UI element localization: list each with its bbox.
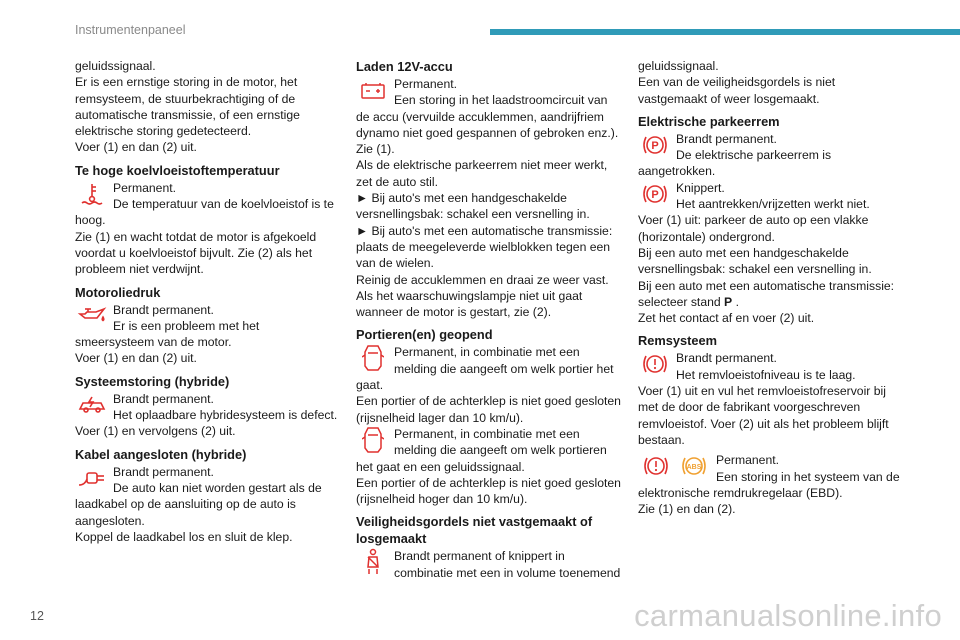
- hybrid-fault-icon: [75, 391, 109, 419]
- brake-icon-pair: [642, 452, 708, 480]
- abs-icon: [680, 452, 708, 480]
- intro-text: geluidssignaal. Er is een ernstige storing in de motor, het remsysteem, de stuurbekrachtiging of de automatische transmissie, of een ernstige elektrische storing gedetecteerd. Voer (1) en dan (2) uit.: [75, 59, 300, 155]
- battery-block: Permanent. Een storing in het laadstroomcircuit van de accu (vervuilde accuklemmen, aandrijfriem dynamo niet goed gespannen of gebroken enz.). Zie (1). Als de elektrische parkeerrem niet meer werkt, zet de auto stil. ► Bij auto's met een handgeschakelde versnellingsbak: schakel een versnelling in. ► Bij auto's met een automatische transmissie: plaats de meegeleverde wielblokken tegen een van de wielen. Reinig de accuklemmen en draai ze weer vast. Als het waarschuwingslampje niet uit gaat wanneer de motor is gestart, zie (2).: [356, 77, 619, 320]
- section-title-brakes: Remsysteem: [638, 333, 717, 349]
- doors-block-1: Permanent, in combinatie met een melding die aangeeft om welk portier het gaat. Een portier of de achterklep is niet goed gesloten (rijsnelheid lager dan 10 km/u).: [356, 345, 621, 425]
- cable-block: Brandt permanent. De auto kan niet worden gestart als de laadkabel op de aansluiting op de auto is aangesloten. Koppel de laadkabel los en sluit de klep.: [75, 464, 322, 544]
- watermark: carmanualsonline.info: [634, 598, 942, 633]
- brake-system-icon: [638, 350, 672, 378]
- charging-cable-icon: [75, 464, 109, 492]
- section-title-cable: Kabel aangesloten (hybride): [75, 446, 247, 462]
- seatbelt-continued: geluidssignaal. Een van de veiligheidsgordels is niet vastgemaakt of weer losgemaakt.: [638, 59, 836, 106]
- coolant-temperature-icon: [75, 180, 109, 208]
- section-title-hybrid: Systeemstoring (hybride): [75, 373, 230, 389]
- battery-icon: [356, 76, 390, 104]
- seatbelt-block: Brandt permanent of knippert in combinatie met een in volume toenemend: [356, 548, 624, 581]
- running-header: Instrumentenpaneel: [75, 23, 186, 37]
- section-title-doors: Portieren(en) geopend: [356, 327, 493, 343]
- svg-text:P: P: [651, 188, 659, 201]
- section-title-seatbelt: Veiligheidsgordels niet vastgemaakt of losgemaakt: [356, 514, 593, 547]
- section-title-oil: Motoroliedruk: [75, 284, 161, 300]
- brakes-block-2: ABS Permanent. Een storing in het systeem van de elektronische remdrukregelaar (EBD). Zie (1) en dan (2).: [638, 453, 900, 517]
- oil-block: Brandt permanent. Er is een probleem met het smeersysteem van de motor. Voer (1) en dan (2) uit.: [75, 302, 260, 366]
- column-3: [638, 58, 903, 517]
- page-number: 12: [30, 609, 44, 623]
- seatbelt-icon: [356, 548, 390, 576]
- doors-block-2: Permanent, in combinatie met een melding die aangeeft om welk portieren het gaat en een geluidssignaal. Een portier of de achterklep is niet goed gesloten (rijsnelheid hoger dan 10 km/u).: [356, 426, 621, 507]
- oil-pressure-icon: [75, 302, 109, 330]
- brake-system-icon: [642, 452, 670, 480]
- parking-brake-icon: [638, 180, 672, 208]
- svg-text:ABS: ABS: [686, 464, 702, 472]
- section-title-battery: Laden 12V-accu: [356, 59, 453, 74]
- coolant-block: Permanent. De temperatuur van de koelvloeistof is te hoog. Zie (1) en wacht totdat de motor is afgekoeld voordat u koelvloeistof bijvult. Zie (2) als het probleem niet verdwijnt.: [75, 180, 334, 277]
- section-title-parking-brake: Elektrische parkeerrem: [638, 113, 780, 129]
- parking-brake-icon: [638, 131, 672, 159]
- door-open-icon: [356, 426, 390, 454]
- brakes-block-1: Brandt permanent. Het remvloeistofniveau is te laag. Voer (1) uit en vul het remvloeistofreservoir bij met de door de fabrikant voorgeschreven remvloeistof. Voer (2) uit als het probleem blijft bestaan.: [638, 351, 889, 447]
- column-2: [356, 58, 624, 581]
- section-title-coolant: Te hoge koelvloeistoftemperatuur: [75, 162, 280, 178]
- auto-transmission-line: Bij een auto met een automatische transmissie: selecteer stand P .: [638, 278, 895, 309]
- parking-brake-block-1: P Brandt permanent. De elektrische parkeerrem is aangetrokken.: [638, 131, 832, 179]
- column-1: [75, 58, 340, 545]
- header-accent-bar: [490, 29, 960, 35]
- hybrid-block: Brandt permanent. Het oplaadbare hybridesysteem is defect. Voer (1) en vervolgens (2) uit.: [75, 391, 338, 439]
- svg-text:P: P: [651, 139, 659, 152]
- parking-brake-block-2: P Knippert. Het aantrekken/vrijzetten werkt niet. Voer (1) uit: parkeer de auto op een vlakke (horizontale) ondergrond. Bij een auto met een handgeschakelde versnellingsbak: schakel een versnelling in. Bij een auto met een automatische transmissie: selecteer stand P . Zet het contact af en voer (2) uit.: [638, 180, 903, 327]
- door-open-icon: [356, 344, 390, 372]
